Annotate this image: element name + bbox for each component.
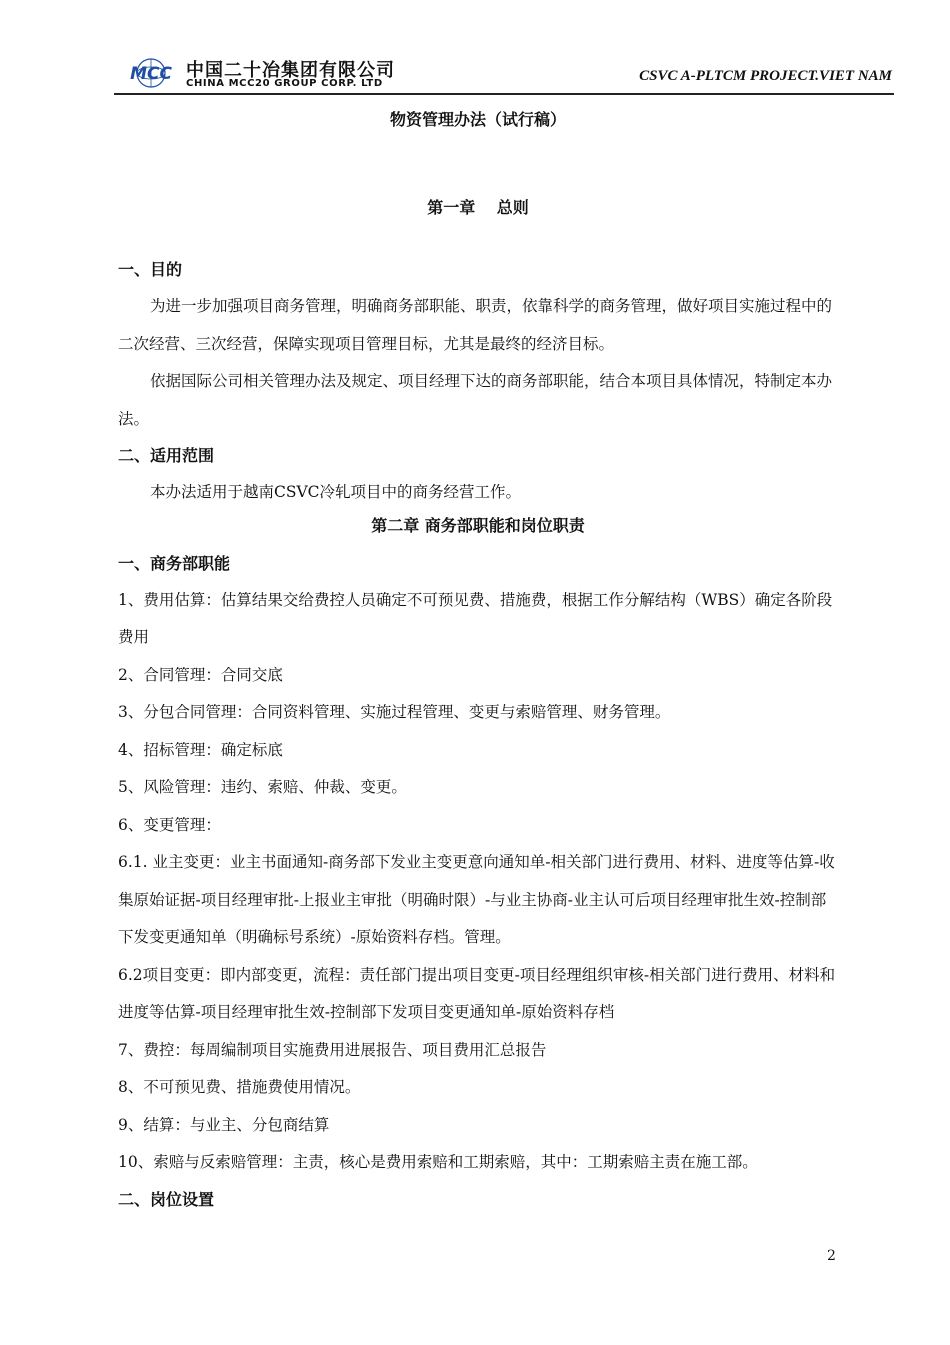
company-name-cn: 中国二十冶集团有限公司 — [186, 60, 395, 81]
page-number: 2 — [827, 1248, 836, 1264]
page-header — [114, 52, 894, 94]
header-rule — [114, 93, 894, 95]
logo-text: MCC — [130, 64, 172, 84]
company-name-en: CHINA MCC20 GROUP CORP. LTD — [186, 78, 383, 89]
document-body — [118, 100, 838, 1212]
list-item: 1、费用估算：估算结果交给费控人员确定不可预见费、措施费，根据工作分解结构（WBS）确定各阶段费用 — [118, 590, 833, 646]
list-item: 5、风险管理：违约、索赔、仲裁、变更。 — [118, 778, 407, 796]
mcc-logo — [122, 56, 180, 90]
chapter-2-heading: 第二章 商务部职能和岗位职责 — [371, 515, 585, 535]
paragraph-scope: 本办法适用于越南CSVC冷轧项目中的商务经营工作。 — [150, 483, 522, 501]
paragraph-basis: 依据国际公司相关管理办法及规定、项目经理下达的商务部职能，结合本项目具体情况，特制定本办法。 — [118, 372, 833, 428]
list-item: 4、招标管理：确定标底 — [118, 740, 283, 759]
section-positions-heading: 二、岗位设置 — [118, 1189, 215, 1209]
document-title: 物资管理办法（试行稿） — [389, 110, 566, 129]
project-name: CSVC A-PLTCM PROJECT.VIET NAM — [639, 68, 892, 84]
section-functions-heading: 一、商务部职能 — [118, 553, 231, 573]
section-purpose-heading: 一、目的 — [118, 260, 183, 279]
section-scope-heading: 二、适用范围 — [118, 446, 215, 465]
list-item: 6.2项目变更：即内部变更，流程：责任部门提出项目变更-项目经理组织审核-相关部门进行费用、材料和进度等估算-项目经理审批生效-控制部下发项目变更通知单-原始资料存档 — [118, 965, 836, 1021]
chapter-1-heading: 第一章 总则 — [427, 198, 529, 217]
list-item: 9、结算：与业主、分包商结算 — [118, 1115, 330, 1134]
list-item: 8、不可预见费、措施费使用情况。 — [118, 1078, 361, 1096]
list-item: 7、费控：每周编制项目实施费用进展报告、项目费用汇总报告 — [118, 1040, 547, 1059]
paragraph-purpose: 为进一步加强项目商务管理，明确商务部职能、职责，依靠科学的商务管理，做好项目实施过程中的二次经营、三次经营，保障实现项目管理目标，尤其是最终的经济目标。 — [118, 297, 833, 353]
list-item: 2、合同管理：合同交底 — [118, 665, 283, 684]
list-item: 6、变更管理： — [118, 815, 221, 834]
list-item: 6.1. 业主变更：业主书面通知-商务部下发业主变更意向通知单-相关部门进行费用、材料、进度等估算-收集原始证据-项目经理审批-上报业主审批（明确时限）-与业主协商-业主认可后项目经理审批生效-控制部下发变更通知单（明确标号系统）-原始资料存档。管理。 — [118, 853, 835, 946]
list-item: 10、索赔与反索赔管理：主责，核心是费用索赔和工期索赔，其中：工期索赔主责在施工部。 — [118, 1153, 758, 1171]
list-item: 3、分包合同管理：合同资料管理、实施过程管理、变更与索赔管理、财务管理。 — [118, 703, 671, 721]
